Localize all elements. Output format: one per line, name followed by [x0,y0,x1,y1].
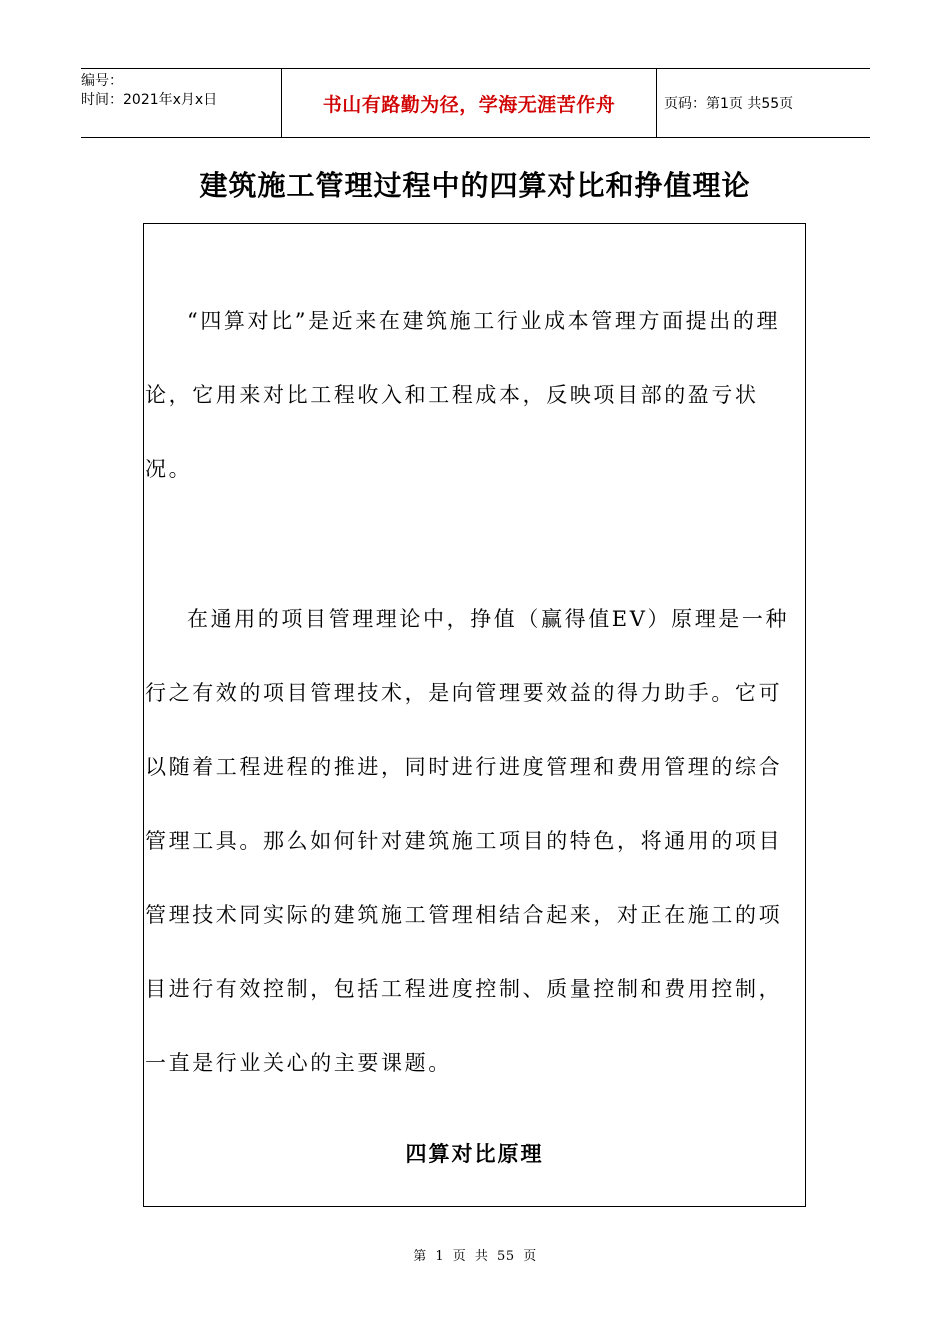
header-page-info: 页码：第1页 共55页 [664,96,794,112]
paragraph-1: “四算对比”是近来在建筑施工行业成本管理方面提出的理论，它用来对比工程收入和工程成本，反映项目部的盈亏状况。 [145,309,781,481]
header-meta-cell [81,69,281,137]
document-title: 建筑施工管理过程中的四算对比和挣值理论 [199,169,751,202]
content-box [143,223,806,1207]
section-heading: 四算对比原理 [405,1141,544,1166]
page-footer: 第 1 页 共 55 页 [413,1249,537,1264]
document-number-label: 编号： [81,73,123,89]
document-time-label: 时间：2021年x月x日 [81,92,218,108]
header-table [81,68,870,138]
paragraph-2: 在通用的项目管理理论中，挣值（赢得值EV）原理是一种行之有效的项目管理技术，是向管理要效益的得力助手。它可以随着工程进程的推进，同时进行进度管理和费用管理的综合管理工具。那么如何针对建筑施工项目的特色，将通用的项目管理技术同实际的建筑施工管理相结合起来，对正在施工的项目进行有效控制，包括工程进度控制、质量控制和费用控制，一直是行业关心的主要课题。 [145,607,790,1075]
header-motto: 书山有路勤为径，学海无涯苦作舟 [281,69,657,137]
